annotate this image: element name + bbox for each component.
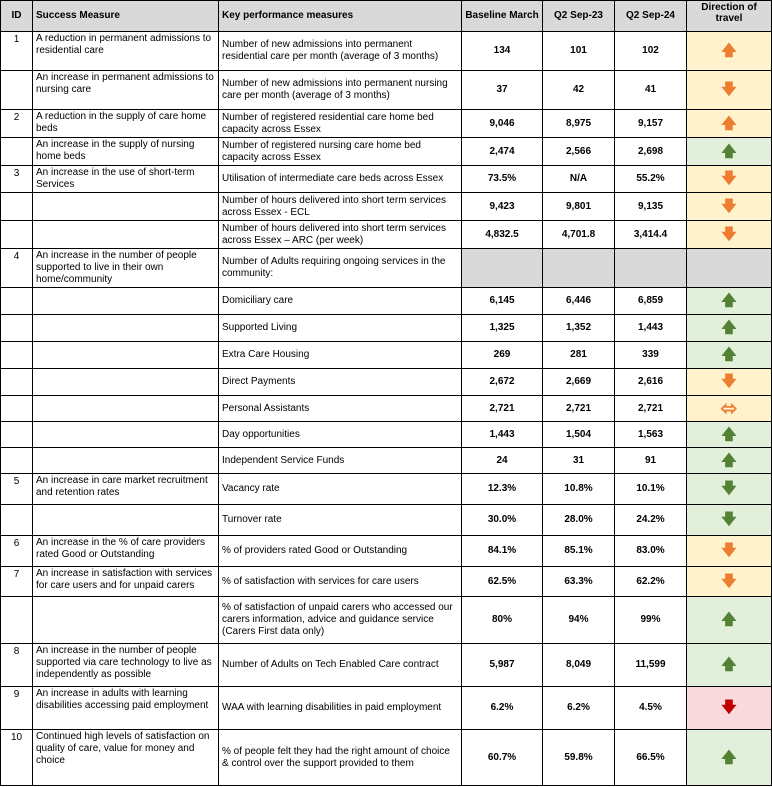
baseline-value: 1,325 (462, 315, 543, 342)
table-row (1, 71, 772, 110)
success-measure (33, 422, 219, 448)
arrow-down-icon: 🡇 (721, 699, 737, 716)
baseline-value: 134 (462, 32, 543, 71)
arrow-up-icon: 🡅 (721, 656, 737, 673)
success-measure: An increase in the supply of nursing home beds (33, 138, 219, 166)
q2-24-value: 4.5% (615, 687, 687, 730)
arrow-down-icon: 🡇 (721, 197, 737, 215)
q2-23-value: 2,669 (543, 369, 615, 396)
q2-23-value: 28.0% (543, 505, 615, 536)
kpi-measure: Number of new admissions into permanent nursing care per month (average of 3 months) (219, 71, 462, 110)
row-id (1, 597, 33, 644)
table-row (1, 730, 772, 786)
direction-cell (687, 288, 772, 315)
arrow-up-icon: 🡅 (721, 319, 737, 336)
kpi-measure: Supported Living (219, 315, 462, 342)
kpi-measure: % of satisfaction of unpaid carers who accessed our carers information, advice and guidance service (Carers First data only) (219, 597, 462, 644)
direction-cell (687, 505, 772, 536)
kpi-measure: Number of hours delivered into short term services across Essex – ARC (per week) (219, 221, 462, 249)
kpi-measure: Turnover rate (219, 505, 462, 536)
direction-cell (687, 166, 772, 193)
direction-cell (687, 536, 772, 567)
arrow-up-icon: 🡅 (721, 42, 737, 59)
arrow-up-icon: 🡅 (721, 114, 737, 132)
kpi-measure: % of people felt they had the right amount of choice & control over the support provided to them (219, 730, 462, 786)
table-row (1, 505, 772, 536)
direction-cell (687, 567, 772, 597)
table-row (1, 249, 772, 288)
q2-23-value (543, 249, 615, 288)
q2-24-value: 2,616 (615, 369, 687, 396)
q2-24-value: 11,599 (615, 644, 687, 687)
q2-24-value: 1,443 (615, 315, 687, 342)
q2-23-value: N/A (543, 166, 615, 193)
kpi-measure: Direct Payments (219, 369, 462, 396)
row-id (1, 505, 33, 536)
row-id: 2 (1, 110, 33, 138)
row-id (1, 71, 33, 110)
q2-24-value: 1,563 (615, 422, 687, 448)
baseline-value: 6,145 (462, 288, 543, 315)
q2-23-value: 2,721 (543, 396, 615, 422)
kpi-measure: Domiciliary care (219, 288, 462, 315)
baseline-value: 1,443 (462, 422, 543, 448)
direction-cell (687, 422, 772, 448)
row-id: 3 (1, 166, 33, 193)
q2-24-value: 66.5% (615, 730, 687, 786)
table-row (1, 474, 772, 505)
direction-cell (687, 687, 772, 730)
kpi-measure: Day opportunities (219, 422, 462, 448)
direction-cell (687, 644, 772, 687)
direction-cell (687, 369, 772, 396)
q2-24-value: 24.2% (615, 505, 687, 536)
q2-24-value: 6,859 (615, 288, 687, 315)
success-measure: An increase in the use of short-term Services (33, 166, 219, 193)
kpi-measure: Number of registered nursing care home bed capacity across Essex (219, 138, 462, 166)
success-measure (33, 369, 219, 396)
q2-23-value: 1,504 (543, 422, 615, 448)
table-row (1, 110, 772, 138)
success-measure (33, 597, 219, 644)
row-id: 7 (1, 567, 33, 597)
baseline-value: 269 (462, 342, 543, 369)
row-id: 8 (1, 644, 33, 687)
table-row (1, 166, 772, 193)
baseline-value: 9,423 (462, 193, 543, 221)
kpi-measure: WAA with learning disabilities in paid employment (219, 687, 462, 730)
kpi-measure: Independent Service Funds (219, 448, 462, 474)
table-row (1, 32, 772, 71)
baseline-value: 73.5% (462, 166, 543, 193)
baseline-value: 2,721 (462, 396, 543, 422)
success-measure (33, 193, 219, 221)
direction-cell (687, 138, 772, 166)
arrow-down-icon: 🡇 (721, 511, 737, 528)
baseline-value: 62.5% (462, 567, 543, 597)
success-measure (33, 448, 219, 474)
kpi-measure: % of satisfaction with services for care users (219, 567, 462, 597)
row-id (1, 342, 33, 369)
row-id: 5 (1, 474, 33, 505)
success-measure (33, 505, 219, 536)
q2-23-value: 59.8% (543, 730, 615, 786)
baseline-value: 24 (462, 448, 543, 474)
q2-24-value: 9,157 (615, 110, 687, 138)
direction-cell (687, 249, 772, 288)
q2-23-value: 6,446 (543, 288, 615, 315)
table-row (1, 138, 772, 166)
baseline-value: 37 (462, 71, 543, 110)
table-row (1, 396, 772, 422)
row-id (1, 138, 33, 166)
direction-cell (687, 110, 772, 138)
header-baseline: Baseline March (462, 1, 543, 32)
success-measure (33, 396, 219, 422)
direction-cell (687, 474, 772, 505)
header-id: ID (1, 1, 33, 32)
q2-24-value: 83.0% (615, 536, 687, 567)
direction-cell (687, 396, 772, 422)
q2-23-value: 42 (543, 71, 615, 110)
arrow-down-icon: 🡇 (721, 542, 737, 559)
kpi-measure: % of providers rated Good or Outstanding (219, 536, 462, 567)
baseline-value: 4,832.5 (462, 221, 543, 249)
q2-23-value: 10.8% (543, 474, 615, 505)
success-measure (33, 342, 219, 369)
baseline-value: 9,046 (462, 110, 543, 138)
success-measure: Continued high levels of satisfaction on quality of care, value for money and choice (33, 730, 219, 786)
direction-cell (687, 32, 772, 71)
success-measure (33, 221, 219, 249)
kpi-measure: Vacancy rate (219, 474, 462, 505)
q2-24-value: 102 (615, 32, 687, 71)
arrow-down-icon: 🡇 (721, 225, 737, 243)
q2-24-value: 91 (615, 448, 687, 474)
kpi-measure: Extra Care Housing (219, 342, 462, 369)
row-id (1, 193, 33, 221)
kpi-measure: Number of hours delivered into short term services across Essex - ECL (219, 193, 462, 221)
row-id (1, 315, 33, 342)
arrow-down-icon: 🡇 (721, 572, 737, 590)
q2-23-value: 4,701.8 (543, 221, 615, 249)
kpi-measure: Personal Assistants (219, 396, 462, 422)
row-id (1, 288, 33, 315)
arrow-up-icon: 🡅 (721, 425, 737, 443)
q2-24-value: 2,721 (615, 396, 687, 422)
row-id: 10 (1, 730, 33, 786)
success-measure: An increase in the number of people supported via care technology to live as independently as possible (33, 644, 219, 687)
table-row (1, 567, 772, 597)
q2-23-value: 9,801 (543, 193, 615, 221)
table-row (1, 288, 772, 315)
header-row (1, 1, 772, 32)
row-id: 1 (1, 32, 33, 71)
row-id (1, 369, 33, 396)
q2-23-value: 6.2% (543, 687, 615, 730)
arrow-up-icon: 🡅 (721, 292, 737, 309)
header-kpi: Key performance measures (219, 1, 462, 32)
q2-24-value: 62.2% (615, 567, 687, 597)
kpi-measure: Number of Adults requiring ongoing services in the community: (219, 249, 462, 288)
baseline-value: 80% (462, 597, 543, 644)
q2-24-value: 41 (615, 71, 687, 110)
header-direction: Direction of travel (687, 1, 772, 32)
row-id (1, 422, 33, 448)
q2-23-value: 63.3% (543, 567, 615, 597)
q2-23-value: 31 (543, 448, 615, 474)
q2-23-value: 94% (543, 597, 615, 644)
q2-24-value: 3,414.4 (615, 221, 687, 249)
q2-23-value: 101 (543, 32, 615, 71)
success-measure: A reduction in permanent admissions to residential care (33, 32, 219, 71)
table-row (1, 536, 772, 567)
arrow-up-icon: 🡅 (721, 748, 737, 766)
direction-cell (687, 71, 772, 110)
kpi-measure: Number of new admissions into permanent residential care per month (average of 3 months) (219, 32, 462, 71)
success-measure: An increase in satisfaction with services for care users and for unpaid carers (33, 567, 219, 597)
arrow-left-right-icon: ⬄ (720, 397, 738, 420)
baseline-value: 60.7% (462, 730, 543, 786)
table-row (1, 422, 772, 448)
direction-cell (687, 342, 772, 369)
q2-24-value: 99% (615, 597, 687, 644)
q2-24-value: 55.2% (615, 166, 687, 193)
kpi-measure: Utilisation of intermediate care beds across Essex (219, 166, 462, 193)
arrow-up-icon: 🡅 (721, 346, 737, 363)
direction-cell (687, 597, 772, 644)
q2-23-value: 281 (543, 342, 615, 369)
baseline-value: 30.0% (462, 505, 543, 536)
success-measure: An increase in adults with learning disabilities accessing paid employment (33, 687, 219, 730)
table-row (1, 448, 772, 474)
success-measure: An increase in permanent admissions to nursing care (33, 71, 219, 110)
direction-cell (687, 221, 772, 249)
success-measure (33, 288, 219, 315)
success-measure: An increase in the % of care providers rated Good or Outstanding (33, 536, 219, 567)
baseline-value: 12.3% (462, 474, 543, 505)
arrow-down-icon: 🡇 (721, 81, 737, 98)
success-measure: An increase in the number of people supported to live in their own home/community (33, 249, 219, 288)
arrow-up-icon: 🡅 (721, 451, 737, 469)
table-row (1, 315, 772, 342)
direction-cell (687, 315, 772, 342)
baseline-value (462, 249, 543, 288)
table-row (1, 687, 772, 730)
direction-cell (687, 730, 772, 786)
row-id (1, 396, 33, 422)
row-id (1, 448, 33, 474)
baseline-value: 84.1% (462, 536, 543, 567)
table-row (1, 644, 772, 687)
success-measure: A reduction in the supply of care home beds (33, 110, 219, 138)
row-id: 9 (1, 687, 33, 730)
kpi-measure: Number of Adults on Tech Enabled Care contract (219, 644, 462, 687)
arrow-down-icon: 🡇 (721, 480, 737, 497)
arrow-down-icon: 🡇 (721, 373, 737, 390)
direction-cell (687, 448, 772, 474)
table-row (1, 221, 772, 249)
table-row (1, 342, 772, 369)
table-row (1, 597, 772, 644)
success-measure: An increase in care market recruitment and retention rates (33, 474, 219, 505)
baseline-value: 2,672 (462, 369, 543, 396)
q2-24-value (615, 249, 687, 288)
row-id: 4 (1, 249, 33, 288)
baseline-value: 2,474 (462, 138, 543, 166)
direction-cell (687, 193, 772, 221)
table-row (1, 369, 772, 396)
header-q2-sep-24: Q2 Sep-24 (615, 1, 687, 32)
row-id: 6 (1, 536, 33, 567)
arrow-up-icon: 🡅 (721, 611, 737, 628)
success-measure (33, 315, 219, 342)
baseline-value: 6.2% (462, 687, 543, 730)
q2-24-value: 2,698 (615, 138, 687, 166)
q2-23-value: 1,352 (543, 315, 615, 342)
q2-24-value: 10.1% (615, 474, 687, 505)
kpi-measure: Number of registered residential care home bed capacity across Essex (219, 110, 462, 138)
arrow-down-icon: 🡇 (721, 170, 737, 187)
header-q2-sep-23: Q2 Sep-23 (543, 1, 615, 32)
q2-23-value: 2,566 (543, 138, 615, 166)
header-success-measure: Success Measure (33, 1, 219, 32)
arrow-up-icon: 🡅 (721, 142, 737, 160)
q2-23-value: 85.1% (543, 536, 615, 567)
table-row (1, 193, 772, 221)
q2-24-value: 9,135 (615, 193, 687, 221)
q2-23-value: 8,975 (543, 110, 615, 138)
q2-23-value: 8,049 (543, 644, 615, 687)
baseline-value: 5,987 (462, 644, 543, 687)
row-id (1, 221, 33, 249)
q2-24-value: 339 (615, 342, 687, 369)
